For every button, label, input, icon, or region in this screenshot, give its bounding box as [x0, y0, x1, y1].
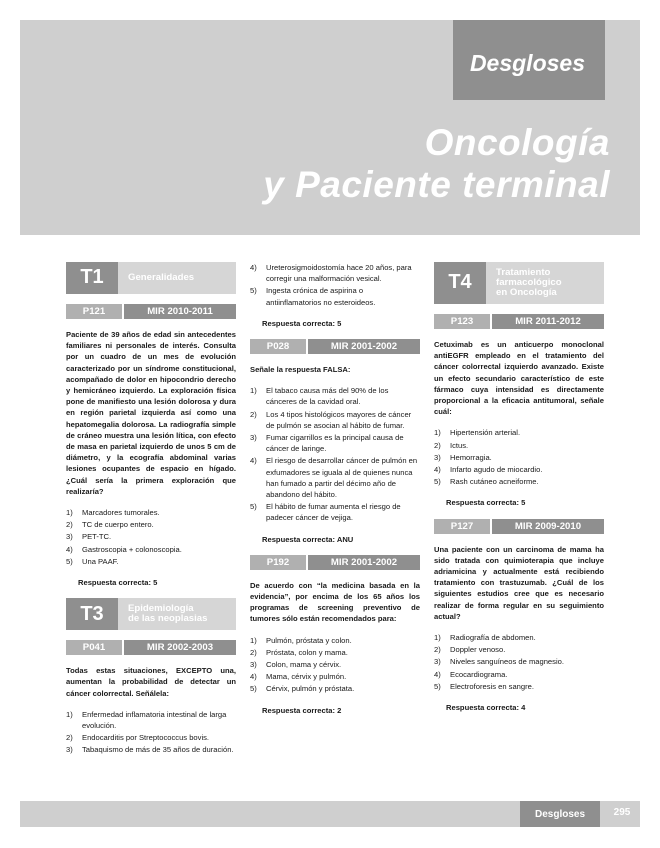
exam-year: MIR 2001-2002 [308, 555, 420, 570]
topic-name: Generalidades [128, 272, 195, 283]
question-text: Paciente de 39 años de edad sin antecedentes familiares ni personales de interés. Consulta por un cuadro de un mes de evolución caracterizado por un síndrome constitucional, acompañado de dolor en hipocondrio derecho y hemicráneo izquierdo. La exploración física pone de manifiesto una lesión dolorosa y dura en región parietal izquierda así como una hepatomegalia dolorosa. La radiografía simple de cráneo muestra una lesión lítica, con efecto de masa en parietal izquierdo de unos 5 cm de diámetro, y la ecografía abdominal varias lesiones ocupantes de espacio en hígado. ¿Cuál sería la primera exploración que realizaría? [66, 330, 236, 496]
page-footer [20, 801, 640, 827]
column-1 [66, 262, 236, 766]
option-item: 5) Rash cutáneo acneiforme. [434, 477, 539, 487]
correct-answer: Respuesta correcta: 5 [446, 498, 526, 508]
option-item: 2) TC de cuerpo entero. [66, 520, 154, 530]
correct-answer: Respuesta correcta: ANU [262, 534, 354, 544]
option-item: 5) Una PAAF. [66, 556, 119, 566]
options-list [434, 632, 604, 692]
question-id: P041 [66, 640, 122, 655]
option-item: 4) Infarto agudo de miocardio. [434, 465, 543, 475]
option-item: 4) El riesgo de desarrollar cáncer de pulmón en exfumadores se iguala al de quienes nunca han fumado a partir del décimo año de abandono del hábito. [250, 456, 418, 500]
option-item: 4) Mama, cérvix y pulmón. [250, 672, 347, 682]
question-ref-bar [434, 314, 604, 329]
question-id: P028 [250, 339, 306, 354]
option-item: 2) Ictus. [434, 440, 469, 450]
option-item: 1) El tabaco causa más del 90% de los cánceres de la cavidad oral. [250, 386, 389, 407]
option-item: 3) PET-TC. [66, 532, 112, 542]
options-list [434, 427, 604, 487]
question-id: P123 [434, 314, 490, 329]
exam-year: MIR 2009-2010 [492, 519, 604, 534]
topic-number: T3 [66, 598, 118, 630]
option-item: 3) Hemorragia. [434, 452, 492, 462]
option-item: 5) Cérvix, pulmón y próstata. [250, 684, 355, 694]
option-item: 5) Electroforesis en sangre. [434, 681, 534, 691]
section-tab [453, 20, 605, 100]
exam-year: MIR 2011-2012 [492, 314, 604, 329]
option-item: 2) Los 4 tipos histológicos mayores de cáncer de pulmón se asocian al hábito de fumar. [250, 409, 412, 430]
question-id: P127 [434, 519, 490, 534]
question-text: Todas estas situaciones, EXCEPTO una, aumentan la probabilidad de detectar un cáncer colorrectal. Señálela: [66, 666, 236, 698]
option-item: 3) Fumar cigarrillos es la principal causa de cáncer de laringe. [250, 433, 404, 454]
question-text: Una paciente con un carcinoma de mama ha sido tratada con quimioterapia que incluye adriamicina y actualmente está recibiendo tratamiento con trastuzumab. ¿Cuál de los siguientes estudios cree que es necesario realizar de forma regular en su seguimiento actual? [434, 544, 604, 621]
correct-answer: Respuesta correcta: 2 [262, 705, 342, 715]
question-text: Cetuximab es un anticuerpo monoclonal antiEGFR empleado en el tratamiento del cáncer colorrectal izquierdo avanzado. Existe un efecto secundario característico de este fármaco cuya intensidad es directamente proporcional a la eficacia antitumoral, señale cuál: [434, 340, 604, 417]
correct-answer: Respuesta correcta: 4 [446, 703, 526, 713]
column-3 [434, 262, 604, 723]
correct-answer: Respuesta correcta: 5 [78, 578, 158, 588]
option-item: 1) Marcadores tumorales. [66, 508, 160, 518]
question-ref-bar [250, 555, 420, 570]
option-item: 5) Ingesta crónica de aspirina o antiinflamatorios no esteroideos. [250, 286, 376, 307]
exam-year: MIR 2010-2011 [124, 304, 236, 319]
section-label: Desgloses [469, 50, 585, 76]
question-text: De acuerdo con “la medicina basada en la evidencia”, por encima de los 65 años los programas de screening preventivo de tumores sólo están recomendados para: [250, 580, 420, 624]
option-item: 1) Enfermedad inflamatoria intestinal de larga evolución. [66, 709, 227, 731]
option-item: 3) Colon, mama y cérvix. [250, 660, 342, 670]
option-item: 1) Hipertensión arterial. [434, 428, 521, 438]
topic-header-t3 [66, 598, 236, 630]
option-item: 1) Radiografía de abdomen. [434, 633, 536, 643]
topic-number: T4 [434, 262, 486, 304]
options-list [250, 635, 420, 695]
title-line-2: y Paciente terminal [263, 164, 610, 205]
exam-year: MIR 2001-2002 [308, 339, 420, 354]
option-item: 5) El hábito de fumar aumenta el riesgo de padecer cáncer de vejiga. [250, 502, 401, 523]
option-item: 3) Niveles sanguíneos de magnesio. [434, 657, 564, 667]
topic-name: Tratamiento farmacológico en Oncología [496, 267, 562, 298]
option-item: 3) Tabaquismo de más de 35 años de duración. [66, 745, 234, 755]
options-list [250, 385, 420, 523]
exam-year: MIR 2002-2003 [124, 640, 236, 655]
question-id: P192 [250, 555, 306, 570]
options-list-continued [250, 262, 420, 308]
option-item: 2) Endocarditis por Streptococcus bovis. [66, 733, 210, 743]
option-item: 2) Próstata, colon y mama. [250, 647, 348, 657]
footer-section-label: Desgloses [520, 801, 600, 827]
topic-header-t4 [434, 262, 604, 304]
question-ref-bar [434, 519, 604, 534]
question-ref-bar [250, 339, 420, 354]
question-ref-bar [66, 304, 236, 319]
title-line-1: Oncología [424, 122, 610, 163]
option-item: 4) Gastroscopia + colonoscopia. [66, 544, 182, 554]
option-item: 2) Doppler venoso. [434, 645, 506, 655]
question-id: P121 [66, 304, 122, 319]
correct-answer: Respuesta correcta: 5 [262, 318, 342, 328]
question-ref-bar [66, 640, 236, 655]
topic-header-t1 [66, 262, 236, 294]
question-text: Señale la respuesta FALSA: [250, 365, 351, 375]
option-item: 4) Ureterosigmoidostomía hace 20 años, para corregir una malformación vesical. [250, 263, 412, 284]
topic-number: T1 [66, 262, 118, 294]
options-list [66, 709, 236, 756]
column-2 [250, 262, 420, 726]
page-title [263, 122, 610, 206]
option-item: 1) Pulmón, próstata y colon. [250, 635, 352, 645]
options-list [66, 507, 236, 567]
topic-name: Epidemiología de las neoplasias [128, 603, 208, 625]
page-number: 295 [613, 806, 631, 818]
option-item: 4) Ecocardiograma. [434, 669, 508, 679]
